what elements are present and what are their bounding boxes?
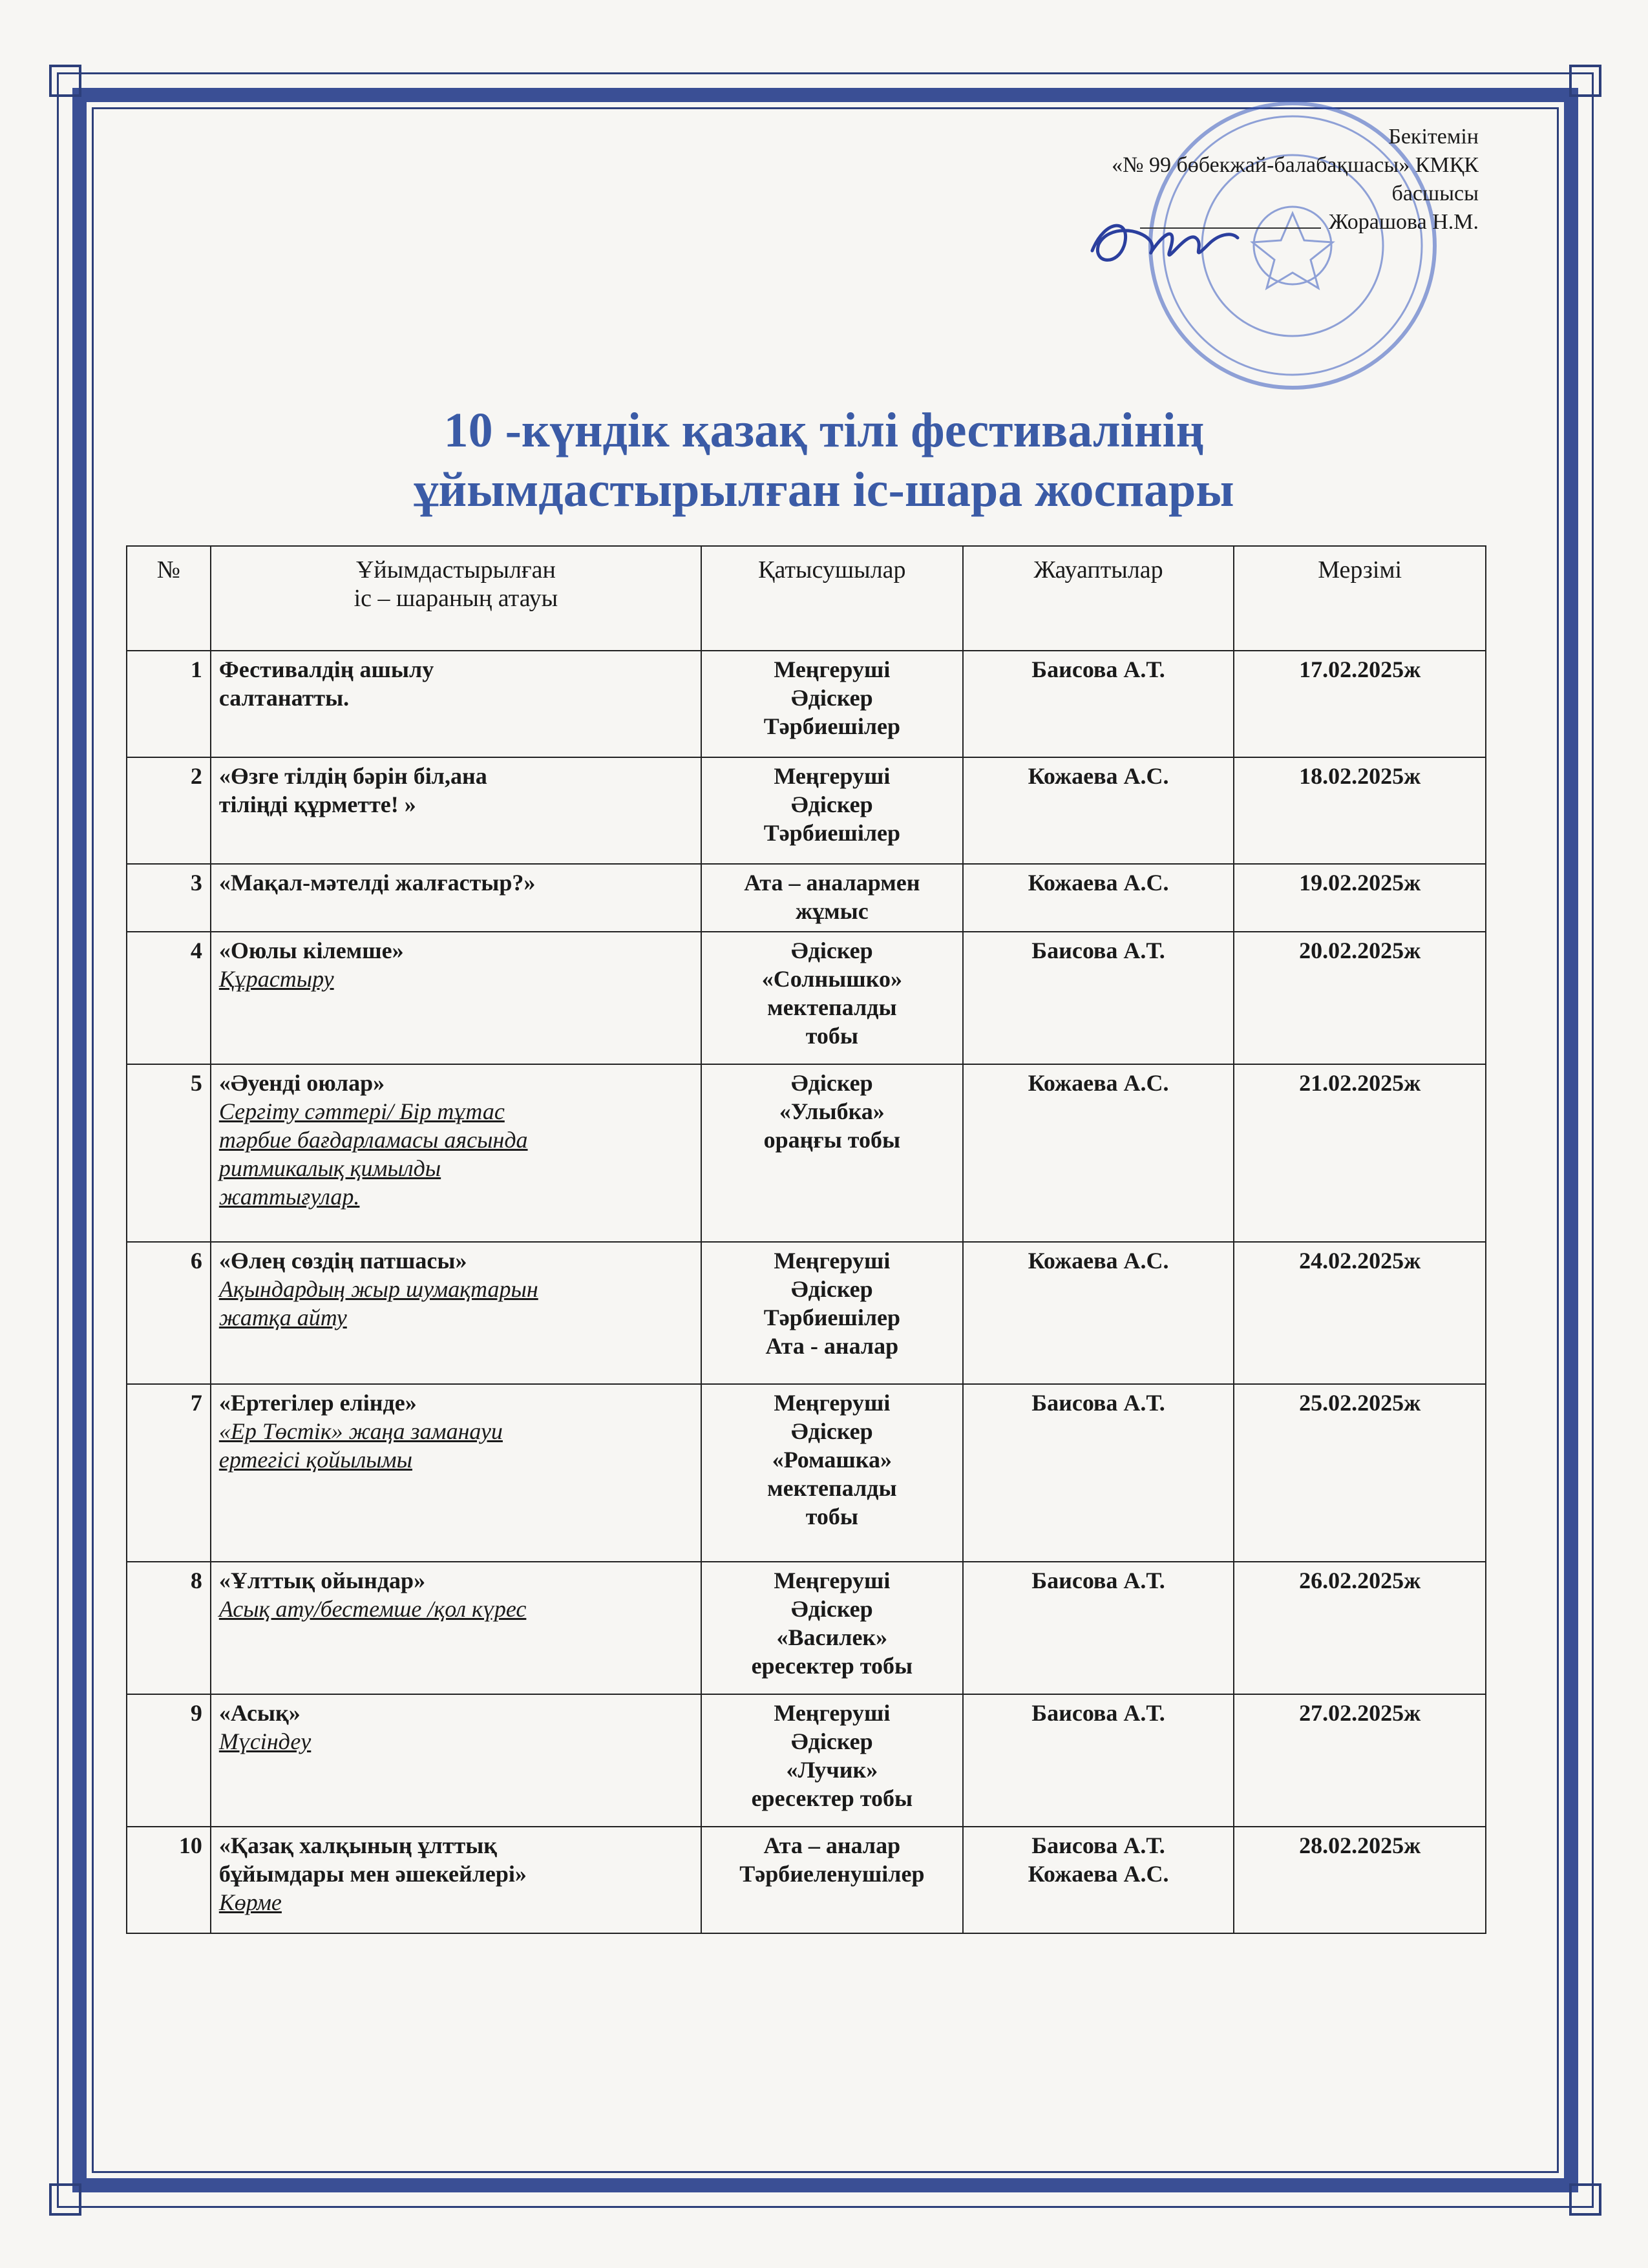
row-number: 2 <box>127 757 211 864</box>
approval-line-2: «№ 99 бөбекжай-балабақшасы» КМҚК <box>1112 153 1479 177</box>
header-event <box>211 546 701 651</box>
event-title-cell <box>211 1242 701 1384</box>
table-row <box>127 1827 1486 1933</box>
table-row <box>127 1694 1486 1827</box>
row-number: 3 <box>127 864 211 932</box>
header-num: № <box>127 546 211 651</box>
event-description: Мүсіндеу <box>218 1728 312 1754</box>
event-name: «Оюлы кілемше» <box>218 938 404 963</box>
event-name: «Ұлттық ойындар» <box>218 1568 426 1593</box>
participants-cell <box>701 1064 963 1242</box>
responsible-cell <box>963 1064 1234 1242</box>
participants-cell <box>701 1384 963 1562</box>
responsible-cell <box>963 1827 1234 1933</box>
participant: Әдіскер <box>791 938 873 963</box>
participant: «Солнышко» <box>761 966 902 992</box>
frame-corner <box>49 2183 81 2216</box>
participant: мектепалды <box>767 1475 897 1501</box>
participant: Әдіскер <box>791 792 873 817</box>
header-participants: Қатысушылар <box>701 546 963 651</box>
participant: «Василек» <box>776 1624 888 1650</box>
date-cell: 21.02.2025ж <box>1234 1064 1486 1242</box>
responsible-cell <box>963 1384 1234 1562</box>
participant: Әдіскер <box>791 1276 873 1302</box>
event-title-cell <box>211 1827 701 1933</box>
participants-cell <box>701 864 963 932</box>
participant: Тәрбиеленушілер <box>739 1861 925 1887</box>
responsible-cell <box>963 757 1234 864</box>
participant: Әдіскер <box>791 1070 873 1096</box>
participant: ересектер тобы <box>751 1653 913 1679</box>
responsible-person: Баисова А.Т. <box>1031 1568 1165 1593</box>
event-plan-table <box>126 545 1486 1934</box>
participant: Әдіскер <box>791 685 873 711</box>
participants-cell <box>701 932 963 1064</box>
handwritten-signature <box>1079 205 1247 277</box>
table-row <box>127 864 1486 932</box>
responsible-person: Кожаева А.С. <box>1028 870 1169 896</box>
responsible-cell <box>963 864 1234 932</box>
event-title-cell <box>211 757 701 864</box>
participant: Тәрбиешілер <box>763 820 901 846</box>
event-description: жаттығулар. <box>218 1184 360 1210</box>
participant: «Лучик» <box>786 1757 878 1783</box>
event-title-cell <box>211 932 701 1064</box>
responsible-person: Кожаева А.С. <box>1028 763 1169 789</box>
participant: Тәрбиешілер <box>763 1305 901 1330</box>
event-name: «Мақал-мәтелді жалғастыр?» <box>218 870 536 896</box>
event-name: тіліңді құрметте! » <box>218 792 416 817</box>
event-description: Ақындардың жыр шумақтарын <box>218 1276 538 1302</box>
table-row <box>127 1562 1486 1694</box>
row-number: 9 <box>127 1694 211 1827</box>
event-name: «Асық» <box>218 1700 301 1726</box>
row-number: 8 <box>127 1562 211 1694</box>
event-name: салтанатты. <box>218 685 350 711</box>
event-name: «Өзге тілдің бәрін біл,ана <box>218 763 487 789</box>
date-cell: 28.02.2025ж <box>1234 1827 1486 1933</box>
table-header-row <box>127 546 1486 651</box>
participant: Тәрбиешілер <box>763 713 901 739</box>
event-title-cell <box>211 651 701 757</box>
participants-cell <box>701 1562 963 1694</box>
responsible-cell <box>963 932 1234 1064</box>
event-title-cell <box>211 864 701 932</box>
approval-line-3: басшысы <box>1391 182 1479 205</box>
frame-corner <box>49 65 81 97</box>
approval-line-1: Бекітемін <box>1388 125 1479 149</box>
participant: Меңгеруші <box>774 1390 891 1416</box>
participant: Меңгеруші <box>774 1700 891 1726</box>
row-number: 7 <box>127 1384 211 1562</box>
event-description: Көрме <box>218 1889 282 1915</box>
event-title-cell <box>211 1384 701 1562</box>
date-cell: 24.02.2025ж <box>1234 1242 1486 1384</box>
participant: ораңғы тобы <box>763 1127 901 1153</box>
participants-cell <box>701 651 963 757</box>
participant: Меңгеруші <box>774 1248 891 1274</box>
responsible-person: Кожаева А.С. <box>1028 1070 1169 1096</box>
event-description: ертегісі қойылымы <box>218 1447 413 1473</box>
approval-line-4: Жорашова Н.М. <box>1329 210 1479 234</box>
participant: Меңгеруші <box>774 763 891 789</box>
responsible-cell <box>963 1562 1234 1694</box>
event-name: «Ертегілер елінде» <box>218 1390 417 1416</box>
date-cell: 18.02.2025ж <box>1234 757 1486 864</box>
table-row <box>127 757 1486 864</box>
event-description: Сергіту сәттері/ Бір тұтас <box>218 1098 505 1124</box>
table-row <box>127 651 1486 757</box>
responsible-person: Кожаева А.С. <box>1028 1861 1169 1887</box>
participants-cell <box>701 757 963 864</box>
responsible-person: Баисова А.Т. <box>1031 938 1165 963</box>
table-body <box>127 651 1486 1933</box>
event-name: «Әуенді оюлар» <box>218 1070 385 1096</box>
frame-corner <box>1569 2183 1601 2216</box>
event-description: ритмикалық қимылды <box>218 1155 441 1181</box>
date-cell: 20.02.2025ж <box>1234 932 1486 1064</box>
participant: мектепалды <box>767 994 897 1020</box>
date-cell: 17.02.2025ж <box>1234 651 1486 757</box>
participants-cell <box>701 1694 963 1827</box>
participant: ересектер тобы <box>751 1785 913 1811</box>
participant: Меңгеруші <box>774 1568 891 1593</box>
responsible-person: Кожаева А.С. <box>1028 1248 1169 1274</box>
responsible-person: Баисова А.Т. <box>1031 1832 1165 1858</box>
event-title-cell <box>211 1562 701 1694</box>
event-name: «Қазақ халқының ұлттық <box>218 1832 498 1858</box>
row-number: 6 <box>127 1242 211 1384</box>
frame-corner <box>1569 65 1601 97</box>
table-row <box>127 1064 1486 1242</box>
event-description: тәрбие бағдарламасы аясында <box>218 1127 528 1153</box>
header-event-line-1: Ұйымдастырылған <box>355 556 556 583</box>
participant: «Улыбка» <box>779 1098 885 1124</box>
participant: Әдіскер <box>791 1728 873 1754</box>
participant: Әдіскер <box>791 1418 873 1444</box>
header-event-line-2: іс – шараның атауы <box>354 585 558 612</box>
responsible-person: Баисова А.Т. <box>1031 656 1165 682</box>
event-name: «Өлең сөздің патшасы» <box>218 1248 467 1274</box>
table-row <box>127 1384 1486 1562</box>
participant: Ата – аналармен <box>744 870 920 896</box>
responsible-person: Баисова А.Т. <box>1031 1700 1165 1726</box>
participant: тобы <box>805 1023 859 1049</box>
event-description: Құрастыру <box>218 966 334 992</box>
participant: жұмыс <box>795 898 869 924</box>
participant: Меңгеруші <box>774 656 891 682</box>
event-name: Фестивалдің ашылу <box>218 656 434 682</box>
date-cell: 25.02.2025ж <box>1234 1384 1486 1562</box>
title-line-2: ұйымдастырылған іс-шара жоспары <box>414 463 1234 517</box>
participant: «Ромашка» <box>772 1447 892 1473</box>
row-number: 5 <box>127 1064 211 1242</box>
responsible-cell <box>963 1694 1234 1827</box>
date-cell: 26.02.2025ж <box>1234 1562 1486 1694</box>
participants-cell <box>701 1827 963 1933</box>
event-description: Асық ату/бестемше /қол күрес <box>218 1596 527 1622</box>
participant: Ата - аналар <box>765 1333 899 1359</box>
event-description: жатқа айту <box>218 1305 347 1330</box>
table-row <box>127 1242 1486 1384</box>
row-number: 1 <box>127 651 211 757</box>
responsible-cell <box>963 651 1234 757</box>
event-title-cell <box>211 1694 701 1827</box>
date-cell: 27.02.2025ж <box>1234 1694 1486 1827</box>
event-name: бұйымдары мен әшекейлері» <box>218 1861 527 1887</box>
participant: Ата – аналар <box>763 1832 901 1858</box>
header-responsible: Жауаптылар <box>963 546 1234 651</box>
participants-cell <box>701 1242 963 1384</box>
participant: тобы <box>805 1504 859 1529</box>
responsible-cell <box>963 1242 1234 1384</box>
title-line-1: 10 -күндік қазақ тілі фестивалінің <box>443 403 1205 457</box>
participant: Әдіскер <box>791 1596 873 1622</box>
event-title-cell <box>211 1064 701 1242</box>
row-number: 4 <box>127 932 211 1064</box>
event-description: «Ер Төстік» жаңа заманауи <box>218 1418 503 1444</box>
responsible-person: Баисова А.Т. <box>1031 1390 1165 1416</box>
row-number: 10 <box>127 1827 211 1933</box>
date-cell: 19.02.2025ж <box>1234 864 1486 932</box>
table-row <box>127 932 1486 1064</box>
header-date: Мерзімі <box>1234 546 1486 651</box>
page-title <box>0 401 1648 520</box>
